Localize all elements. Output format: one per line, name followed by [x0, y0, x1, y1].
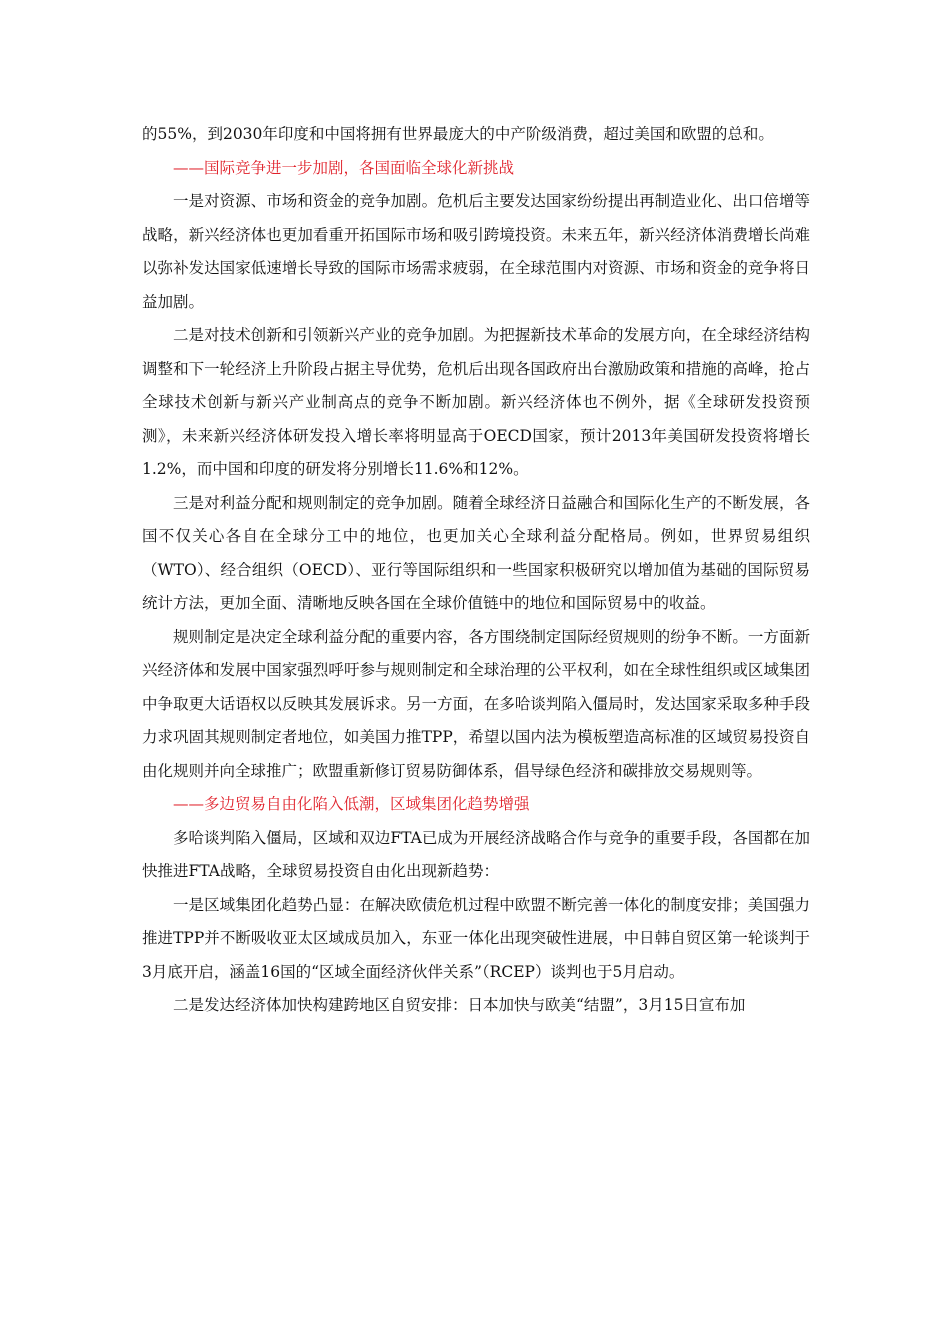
paragraph-benefit-distribution: 三是对利益分配和规则制定的竞争加剧。随着全球经济日益融合和国际化生产的不断发展，各国不仅关心各自在全球分工中的地位，也更加关心全球利益分配格局。例如，世界贸易组织（WTO）、经合组织（OECD）、亚行等国际组织和一些国家积极研究以增加值为基础的国际贸易统计方法，更加全面、清晰地反映各国在全球价值链中的地位和国际贸易中的收益。 [142, 493, 810, 612]
paragraph-doha-deadlock: 多哈谈判陷入僵局，区域和双边FTA已成为开展经济战略合作与竞争的重要手段，各国都在加快推进FTA战略，全球贸易投资自由化出现新趋势： [142, 828, 810, 880]
paragraph-continuation: 的55%，到2030年印度和中国将拥有世界最庞大的中产阶级消费，超过美国和欧盟的总和。 [142, 125, 774, 143]
document-page [142, 118, 810, 1023]
paragraph-cross-regional-fta: 二是发达经济体加快构建跨地区自贸安排：日本加快与欧美“结盟”，3月15日宣布加 [173, 996, 746, 1014]
section-heading-international-competition: ——国际竞争进一步加剧，各国面临全球化新挑战 [173, 158, 515, 177]
paragraph-rule-making: 规则制定是决定全球利益分配的重要内容，各方围绕制定国际经贸规则的纷争不断。一方面新兴经济体和发展中国家强烈呼吁参与规则制定和全球治理的公平权利，如在全球性组织或区域集团中争取更大话语权以反映其发展诉求。另一方面，在多哈谈判陷入僵局时，发达国家采取多种手段力求巩固其规则制定者地位，如美国力推TPP，希望以国内法为模板塑造高标准的区域贸易投资自由化规则并向全球推广；欧盟重新修订贸易防御体系，倡导绿色经济和碳排放交易规则等。 [142, 627, 810, 780]
paragraph-resource-competition: 一是对资源、市场和资金的竞争加剧。危机后主要发达国家纷纷提出再制造业化、出口倍增等战略，新兴经济体也更加看重开拓国际市场和吸引跨境投资。未来五年，新兴经济体消费增长尚难以弥补发达国家低速增长导致的国际市场需求疲弱，在全球范围内对资源、市场和资金的竞争将日益加剧。 [142, 192, 810, 311]
paragraph-regional-integration: 一是区域集团化趋势凸显：在解决欧债危机过程中欧盟不断完善一体化的制度安排；美国强力推进TPP并不断吸收亚太区域成员加入，东亚一体化出现突破性进展，中日韩自贸区第一轮谈判于3月底开启，涵盖16国的“区域全面经济伙伴关系”（RCEP）谈判也于5月启动。 [142, 895, 810, 981]
section-heading-multilateral-trade: ——多边贸易自由化陷入低潮，区域集团化趋势增强 [173, 795, 530, 813]
paragraph-technology-competition: 二是对技术创新和引领新兴产业的竞争加剧。为把握新技术革命的发展方向，在全球经济结构调整和下一轮经济上升阶段占据主导优势，危机后出现各国政府出台激励政策和措施的高峰，抢占全球技术创新与新兴产业制高点的竞争不断加剧。新兴经济体也不例外，据《全球研发投资预测》，未来新兴经济体研发投入增长率将明显高于OECD国家，预计2013年美国研发投资将增长1.2%，而中国和印度的研发将分别增长11.6%和12%。 [142, 326, 810, 478]
